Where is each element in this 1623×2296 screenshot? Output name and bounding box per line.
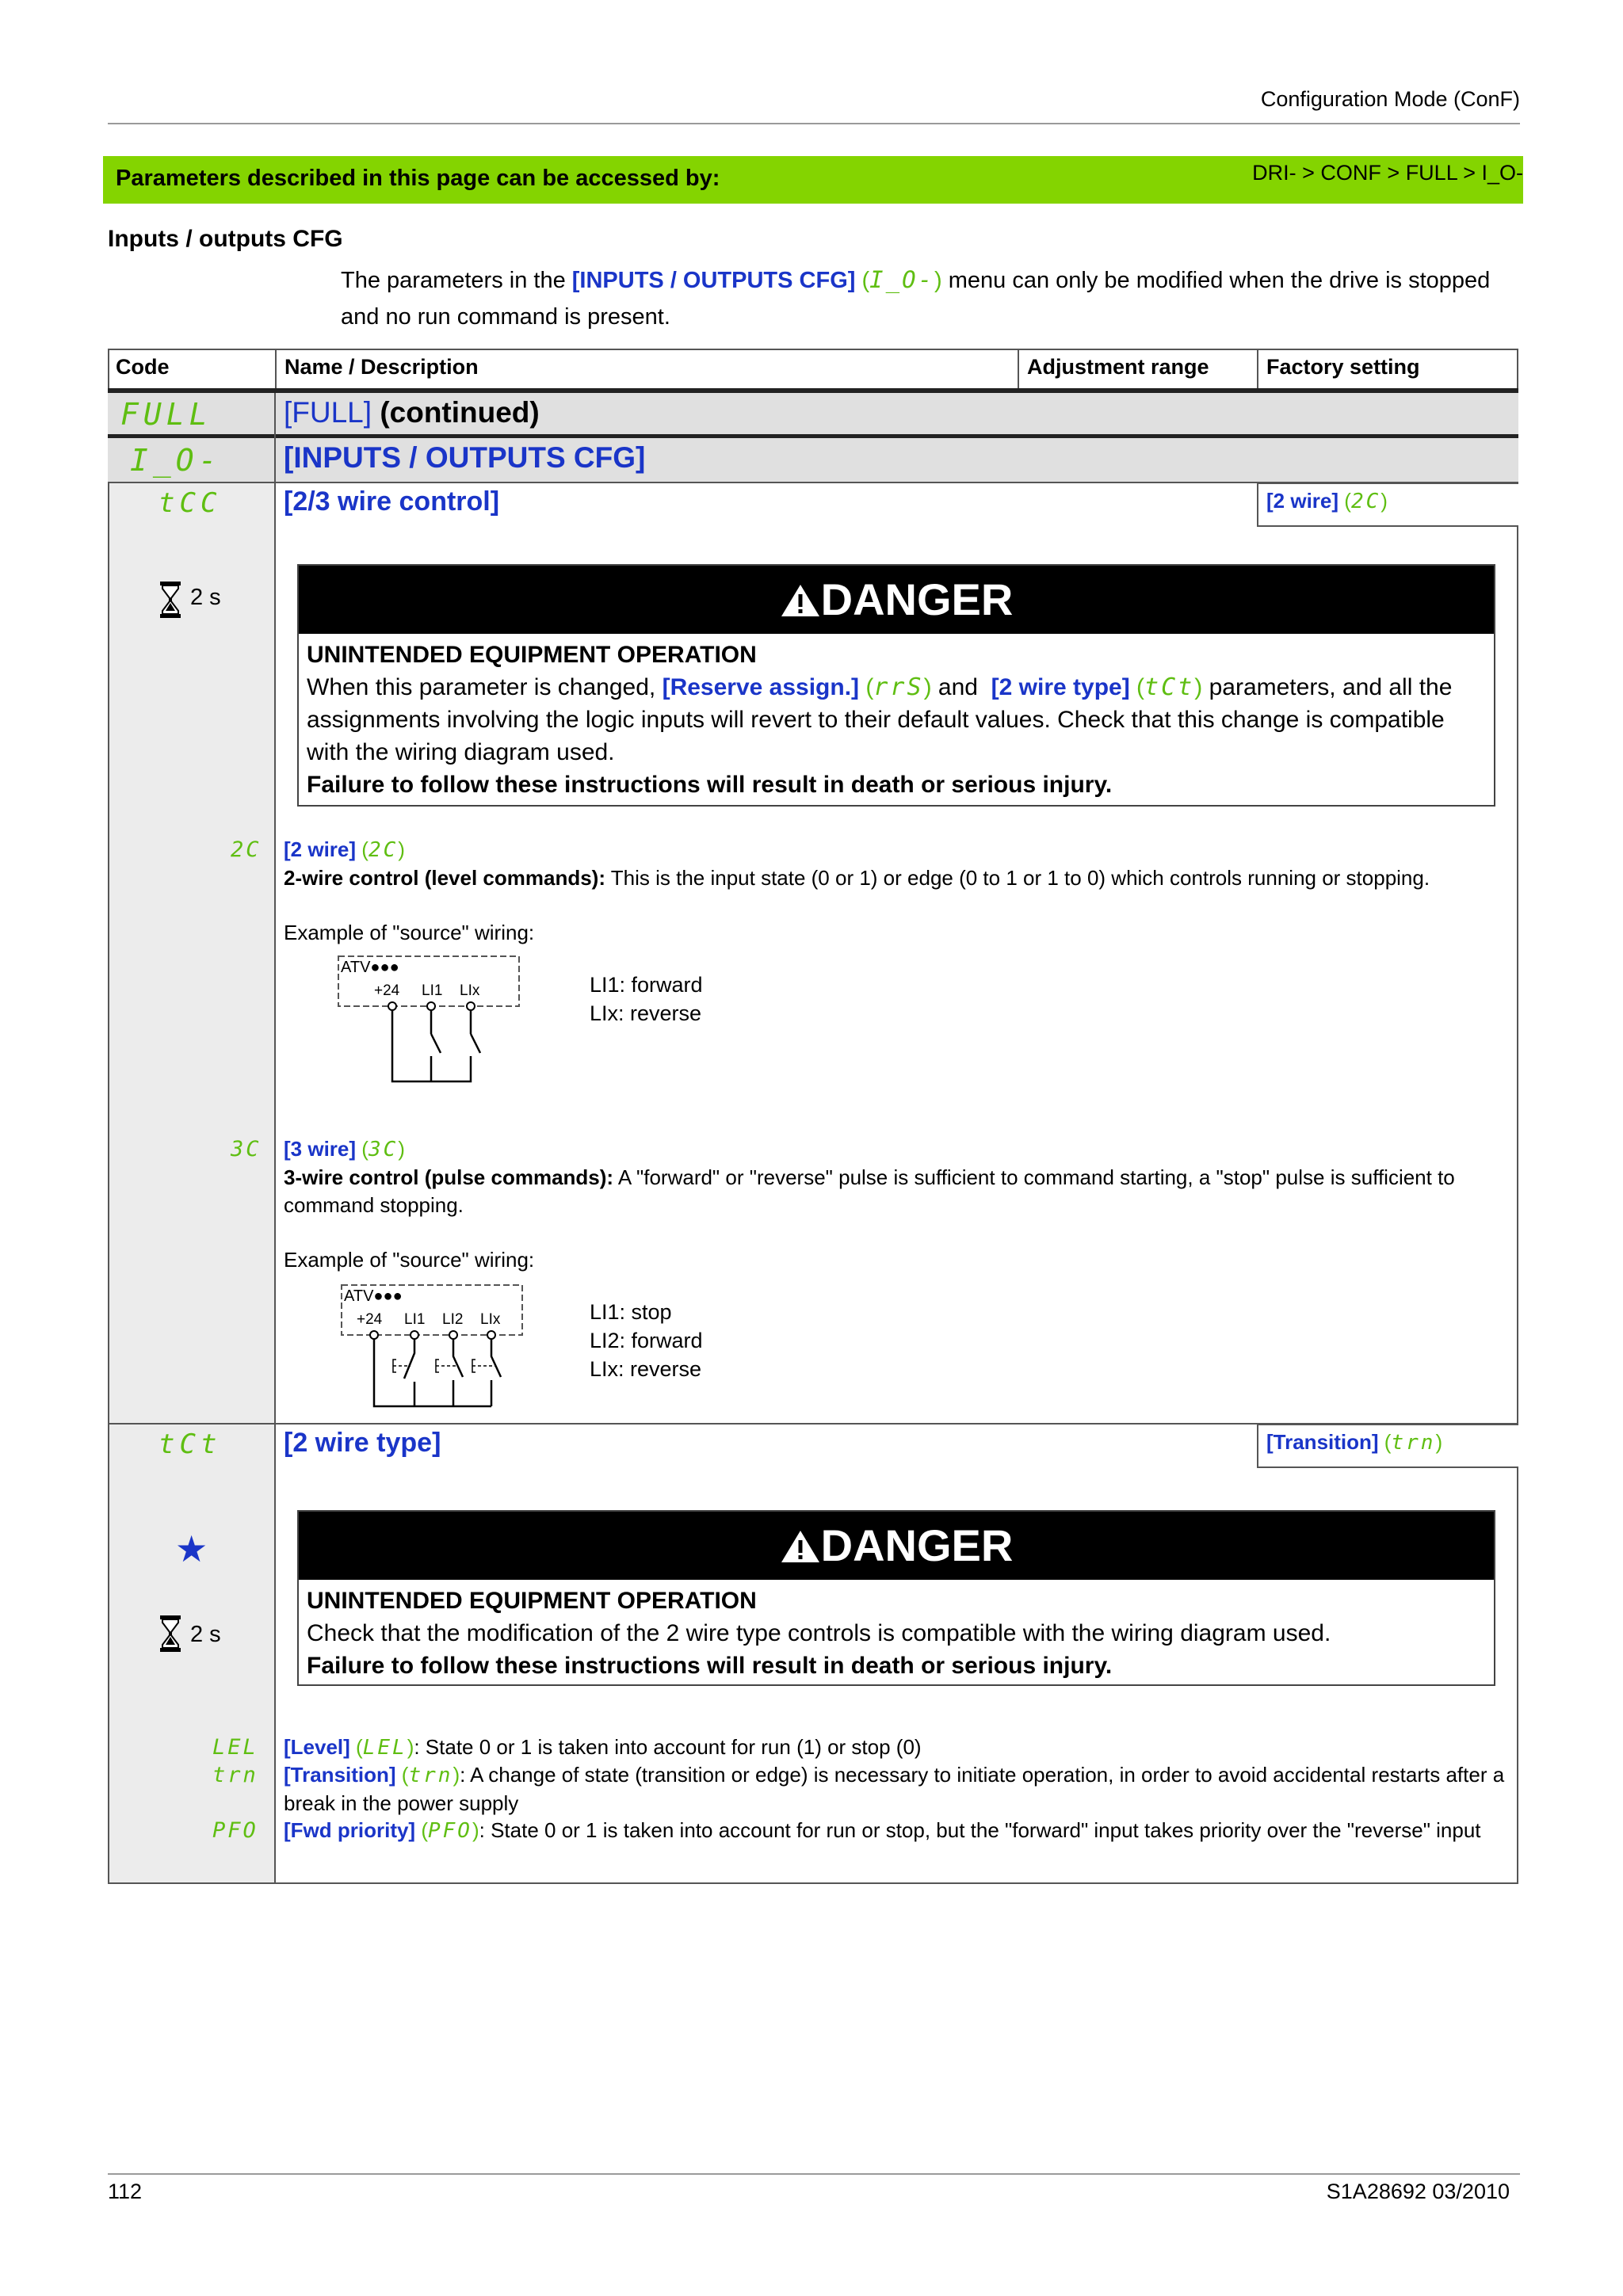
- header-name: Name / Description: [277, 349, 1019, 390]
- opt-transition: [Transition] (trn): A change of state (transition or edge) is necessary to initiate operation, in order to avoid accidental restarts after a break in the power supply: [284, 1763, 1505, 1815]
- io-code: I_O-: [130, 443, 222, 478]
- opt-3c: [3 wire] (3C) 3-wire control (pulse commands): A "forward" or "reverse" pulse is sufficient to command starting, a "stop" pulse is sufficient to command stopping.: [284, 1137, 1455, 1217]
- warning-triangle-icon: [780, 1529, 821, 1564]
- intro-code: I_O-: [869, 266, 935, 293]
- hourglass-icon: [158, 1615, 182, 1657]
- tct-name: [2 wire type]: [284, 1428, 441, 1458]
- header-code: Code: [108, 349, 277, 390]
- hourglass-icon: [158, 581, 182, 623]
- opt-fwd-priority: [Fwd priority] (PFO): State 0 or 1 is taken into account for run or stop, but the "forward" input takes priority over the "reverse" input: [284, 1818, 1481, 1843]
- terminal-label: LIx: [460, 982, 480, 999]
- full-name: [FULL] (continued): [284, 396, 540, 429]
- opt-3c-example: Example of "source" wiring:: [284, 1248, 535, 1272]
- opt-level: [Level] (LEL): State 0 or 1 is taken into account for run (1) or stop (0): [284, 1735, 922, 1760]
- page-number: 112: [108, 2180, 143, 2203]
- terminal-label: +24: [357, 1311, 383, 1328]
- terminal-label: LIx: [480, 1311, 501, 1328]
- diagram-box-label: ATV●●●: [341, 959, 399, 976]
- tcc-code: tCC: [158, 487, 222, 519]
- intro-paragraph: The parameters in the [INPUTS / OUTPUTS CFG] (I_O-) menu can only be modified when the drive is stopped and no run command is present.: [341, 266, 1491, 330]
- opt-3c-code: 3C: [231, 1137, 262, 1161]
- header-rule: [108, 123, 1520, 124]
- document-reference: S1A28692 03/2010: [1326, 2180, 1510, 2203]
- header-factory: Factory setting: [1266, 355, 1420, 379]
- opt-2c-code: 2C: [231, 837, 262, 862]
- terminal-label: LI1: [404, 1311, 426, 1328]
- intro-pre: The parameters in the: [341, 268, 566, 293]
- access-path: DRI- > CONF > FULL > I_O-: [1252, 161, 1523, 185]
- opt-2c-example: Example of "source" wiring:: [284, 921, 535, 944]
- opt-pfo-code: PFO: [212, 1818, 258, 1843]
- row-io: [108, 438, 1518, 482]
- terminal-label: LI2: [442, 1311, 464, 1328]
- full-code: FULL: [120, 397, 212, 432]
- row-full: [108, 393, 1518, 436]
- star-icon: ★: [175, 1528, 208, 1569]
- section-title: Inputs / outputs CFG: [108, 226, 343, 252]
- warning-triangle-icon: [780, 583, 821, 618]
- diagram-box-label: ATV●●●: [344, 1287, 403, 1305]
- opt-lel-code: LEL: [212, 1735, 258, 1760]
- access-label: Parameters described in this page can be accessed by:: [116, 166, 720, 191]
- wiring-diagram-2wire: [338, 955, 528, 1093]
- column-divider: [274, 393, 276, 1884]
- danger-box: [297, 564, 1495, 807]
- footer-rule: [108, 2173, 1520, 2175]
- io-name: [INPUTS / OUTPUTS CFG]: [284, 441, 646, 474]
- danger-text: UNINTENDED EQUIPMENT OPERATION When this parameter is changed, [Reserve assign.] (rrS) and [2 wire type] (tCt) parameters, and all the assignments involving the logic inputs will revert to their default values. Check that this change is compatible with the wiring diagram used. Failure to follow these instructions will result in death or serious injury.: [307, 642, 1453, 798]
- opt-2c: [2 wire] (2C) 2-wire control (level commands): This is the input state (0 or 1) or edge (0 to 1 or 1 to 0) which controls running or stopping.: [284, 837, 1430, 890]
- legend-2wire: LI1: forward LIx: reverse: [590, 973, 703, 1025]
- terminal-label: +24: [374, 982, 400, 999]
- wiring-diagram-3wire: [341, 1283, 531, 1414]
- danger-box: [297, 1510, 1495, 1686]
- tct-code: tCt: [158, 1428, 222, 1460]
- header-range: Adjustment range: [1019, 349, 1258, 390]
- terminal-label: LI1: [422, 982, 443, 999]
- tct-timer: 2 s: [190, 1622, 221, 1647]
- tct-factory-setting: [Transition] (trn): [1257, 1424, 1518, 1468]
- tcc-timer: 2 s: [190, 585, 221, 610]
- tcc-name: [2/3 wire control]: [284, 486, 500, 517]
- danger-header: DANGER: [299, 566, 1494, 634]
- tcc-factory-setting: [2 wire] (2C): [1257, 482, 1518, 527]
- danger-header: DANGER: [299, 1512, 1494, 1580]
- opt-trn-code: trn: [212, 1763, 258, 1787]
- legend-3wire: LI1: stop LI2: forward LIx: reverse: [590, 1300, 703, 1381]
- intro-post: menu can only be modified when the drive is stopped and no run command is present.: [341, 268, 1491, 330]
- page-header-title: Configuration Mode (ConF): [1260, 87, 1520, 111]
- access-bar: [103, 156, 1523, 204]
- danger-text: UNINTENDED EQUIPMENT OPERATION Check that the modification of the 2 wire type controls is compatible with the wiring diagram used. Failure to follow these instructions will result in death or serious injury.: [307, 1588, 1331, 1679]
- intro-menu: [INPUTS / OUTPUTS CFG]: [571, 268, 856, 293]
